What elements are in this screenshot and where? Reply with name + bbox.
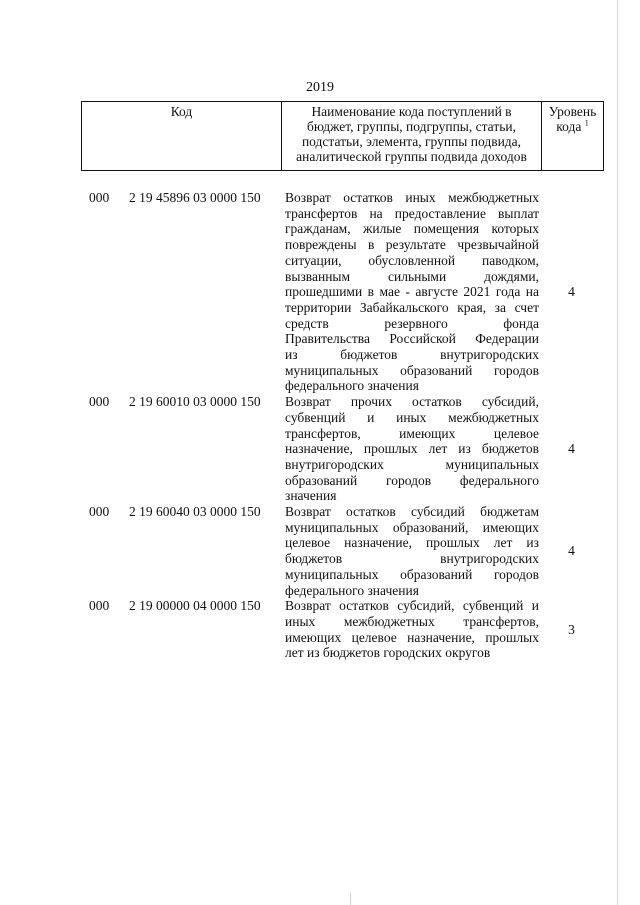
row-name-line: федерального значения [285, 378, 419, 394]
header-level-text: кода [556, 119, 582, 134]
row-name-line: трансфертов на предоставление выплат [285, 205, 539, 221]
row-level: 4 [568, 284, 575, 300]
row-name [285, 598, 539, 661]
row-prefix: 000 [89, 504, 110, 520]
header-name-line: бюджет, группы, подгруппы, статьи, [307, 119, 516, 134]
table-header [81, 101, 604, 171]
row-name-line: федерального значения [285, 582, 419, 598]
row-name-line: лет из бюджетов городских округов [285, 645, 491, 661]
row-name-line: средств резервного фонда [285, 315, 539, 331]
row-name-line: значения [285, 488, 337, 504]
row-name-line: Возврат остатков иных межбюджетных [285, 190, 539, 205]
row-name-line: образований городов федерального [285, 472, 539, 488]
footnote-marker: 1 [584, 118, 589, 128]
row-code: 2 19 45896 03 0000 150 [129, 190, 261, 205]
header-name [282, 102, 542, 170]
row-prefix: 000 [89, 598, 110, 614]
row-name-line: иных межбюджетных трансфертов, [285, 613, 539, 629]
row-name-line: повреждены в результате чрезвычайной [285, 237, 539, 253]
row-prefix: 000 [89, 394, 110, 410]
header-name-line: Наименование кода поступлений в [311, 104, 512, 119]
header-level-line1: Уровень [548, 104, 597, 119]
row-name-line: Возврат остатков субсидий, субвенций и [285, 598, 539, 614]
row-name-line: трансфертов, имеющих целевое [285, 425, 539, 441]
row-name [285, 190, 539, 394]
header-level-line2 [542, 119, 603, 134]
row-name-line: имеющих целевое назначение, прошлых [285, 629, 539, 645]
header-level [542, 102, 603, 170]
row-name-line: вызванным сильными дождями, [285, 268, 539, 284]
scan-bottom-mark [350, 893, 351, 905]
table-row [89, 598, 604, 661]
row-code: 2 19 60040 03 0000 150 [129, 504, 261, 520]
row-name-line: внутригородских муниципальных [285, 456, 539, 472]
row-code: 2 19 60010 03 0000 150 [129, 394, 261, 410]
row-name-line: муниципальных образований городов [285, 362, 539, 378]
scan-edge-line [617, 0, 618, 905]
row-name-line: территории Забайкальского края, за счет [285, 299, 539, 315]
table-row [89, 504, 604, 598]
page-number: 2019 [306, 80, 334, 95]
row-name-line: Правительства Российской Федерации [285, 331, 539, 347]
row-level: 4 [568, 441, 575, 457]
row-name-line: из бюджетов внутригородских [285, 347, 539, 363]
row-name-line: ситуации, обусловленной паводком, [285, 252, 539, 268]
row-name-line: гражданам, жилые помещения которых [285, 221, 539, 237]
header-code: Код [82, 102, 282, 170]
row-code: 2 19 00000 04 0000 150 [129, 598, 261, 614]
row-name-line: муниципальных образований городов [285, 566, 539, 582]
table-body [89, 190, 604, 661]
table-row [89, 394, 604, 504]
row-prefix: 000 [89, 190, 110, 205]
row-name-line: муниципальных образований, имеющих [285, 519, 539, 535]
row-level: 4 [568, 543, 575, 559]
row-level: 3 [568, 621, 575, 637]
row-name-line: назначение, прошлых лет из бюджетов [285, 441, 539, 457]
row-name-line: целевое назначение, прошлых лет из [285, 535, 539, 551]
row-name-line: Возврат остатков субсидий бюджетам [285, 504, 539, 520]
table-row [89, 190, 604, 394]
row-name-line: Возврат прочих остатков субсидий, [285, 394, 539, 410]
row-name-line: прошедшими в мае - августе 2021 года на [285, 284, 539, 300]
row-name [285, 504, 539, 598]
header-name-line: подстатьи, элемента, группы подвида, [301, 134, 522, 149]
row-name [285, 394, 539, 504]
row-name-line: бюджетов внутригородских [285, 551, 539, 567]
header-name-line: аналитической группы подвида доходов [296, 149, 527, 164]
row-name-line: субвенций и иных межбюджетных [285, 409, 539, 425]
